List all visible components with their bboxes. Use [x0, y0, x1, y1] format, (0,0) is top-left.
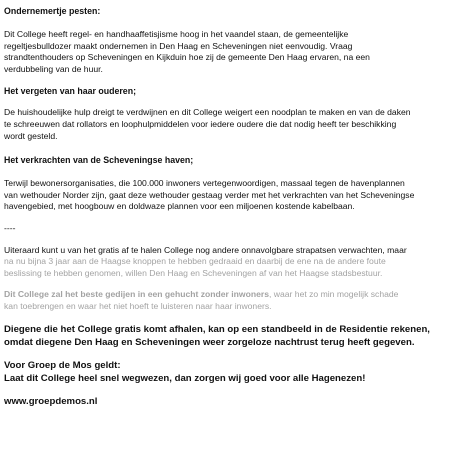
- paragraph-line: strandtenthouders op Scheveningen en Kijkduin hoe zij de gemeente Den Haag ervaren, na een: [4, 52, 370, 63]
- paragraph-line: [4, 289, 471, 301]
- document-page: [4, 0, 471, 408]
- bold-statement-line: Diegene die het College gratis komt afhalen, kan op een standbeeld in de Residentie rekenen,: [4, 323, 430, 335]
- website-text: www.groepdemos.nl: [4, 395, 98, 407]
- paragraph-line: De huishoudelijke hulp dreigt te verdwijnen en dit College weigert een noodplan te maken en van de daken: [4, 107, 411, 118]
- paragraph-line: regeltjesbulldozer maakt ondernemen in Den Haag en Scheveningen niet eenvoudig. Vraag: [4, 40, 353, 51]
- emphasis-text: Dit College zal het beste gedijen in een gehucht zonder inwoners: [4, 289, 270, 300]
- paragraph-line: Uiteraard kunt u van het gratis af te halen College nog andere onnavolgbare strapatsen verwachten, maar: [4, 244, 407, 255]
- paragraph-line: verdubbeling van de huur.: [4, 63, 103, 74]
- bold-statement-line: omdat diegene Den Haag en Scheveningen weer zorgeloze nachtrust terug heeft gegeven.: [4, 336, 415, 348]
- paragraph-line: te schreeuwen dat rollators en loophulpmiddelen voor iedere oudere die dat nodig heeft ter beschikking: [4, 118, 397, 129]
- paragraph-text: , waar het zo min mogelijk schade: [269, 289, 399, 300]
- closing-statement: Laat dit College heel snel wegwezen, dan zorgen wij goed voor alle Hagenezen!: [4, 372, 366, 384]
- paragraph-line: kan toebrengen en waar het niet hoeft te luisteren naar haar inwoners.: [4, 300, 272, 311]
- paragraph-line: Dit College heeft regel- en handhaaffetisjisme hoog in het vaandel staan, de gemeentelijke: [4, 29, 349, 39]
- paragraph-line: beslissing te hebben genomen, willen Den Haag en Scheveningen af van het Haagse stadsbestuur.: [4, 267, 383, 278]
- paragraph-line: na nu bijna 3 jaar aan de Haagse knoppen te hebben gedraaid en daarbij de ene na de andere foute: [4, 256, 386, 267]
- paragraph-line: van wethouder Norder zijn, gaat deze wethouder gestaag verder met het verkrachten van het Scheveningse: [4, 189, 415, 200]
- heading-ondernemertje-pesten: Ondernemertje pesten:: [4, 6, 101, 16]
- paragraph-line: wordt gesteld.: [4, 130, 58, 141]
- closing-heading: Voor Groep de Mos geldt:: [4, 359, 121, 371]
- paragraph-line: Terwijl bewonersorganisaties, die 100.000 inwoners vertegenwoordigen, massaal tegen de havenplannen: [4, 178, 405, 189]
- heading-scheveningse-haven: Het verkrachten van de Scheveningse haven;: [4, 155, 194, 166]
- heading-ouderen: Het vergeten van haar ouderen;: [4, 86, 136, 97]
- separator: ----: [4, 222, 16, 233]
- paragraph-line: havengebied, met hoogbouw en doldwaze plannen voor een miljoenen kostende kabelbaan.: [4, 201, 355, 212]
